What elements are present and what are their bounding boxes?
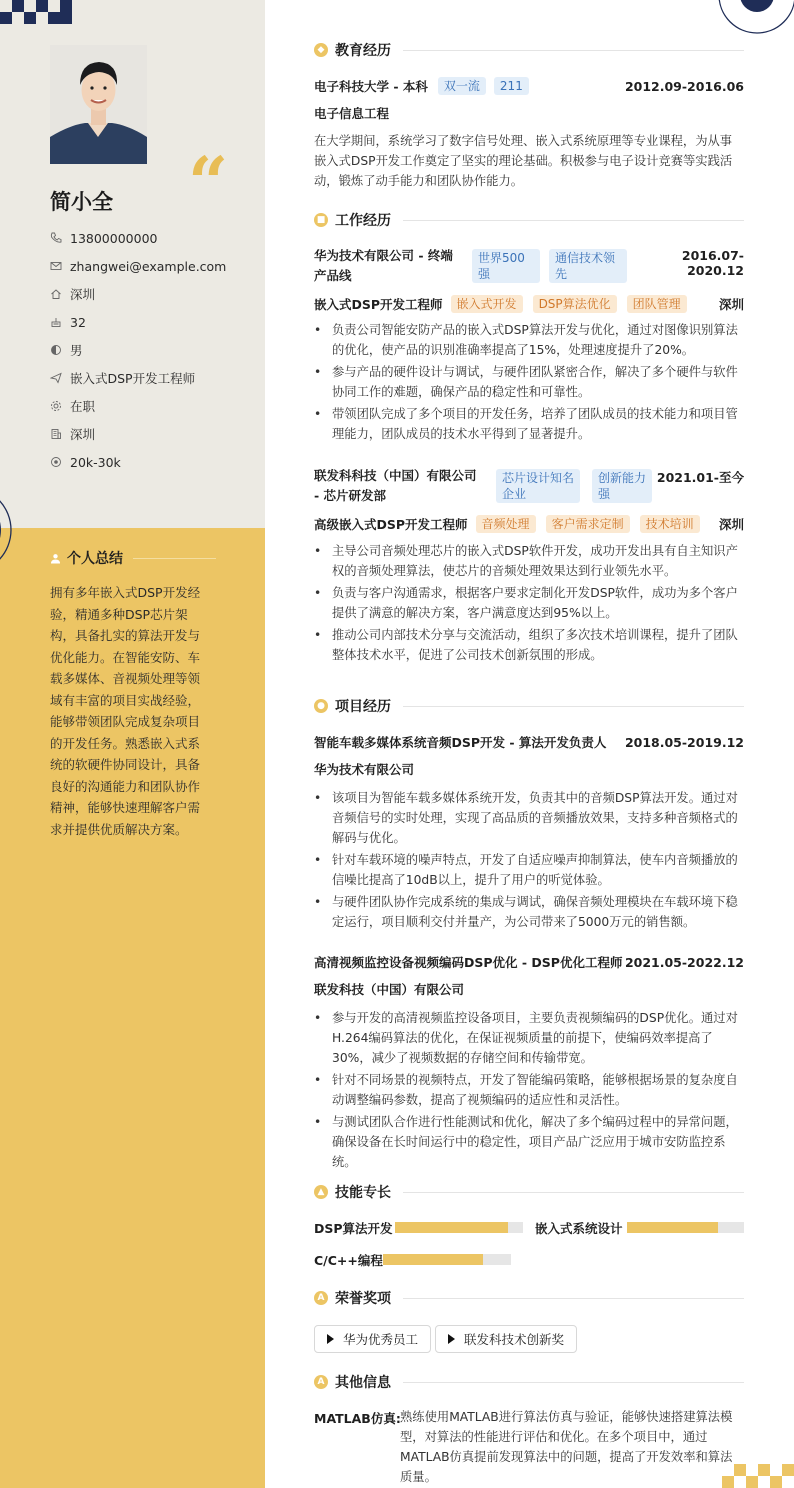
job-position: 嵌入式DSP开发工程师 — [314, 297, 443, 312]
job-tag: 通信技术领先 — [549, 249, 627, 283]
list-item: • 针对不同场景的视频特点，开发了智能编码策略，能够根据场景的复杂度自动调整编码参数，提高了视频编码的适应性和灵活性。 — [314, 1070, 744, 1110]
circle-decoration-left — [0, 486, 44, 574]
info-status-value: 在职 — [70, 399, 96, 414]
job-city: 深圳 — [718, 297, 744, 312]
gender-icon — [50, 344, 62, 356]
project-company: 华为技术有限公司 — [314, 762, 415, 777]
project-date: 2018.05-2019.12 — [624, 734, 744, 750]
section-honors-header — [314, 1288, 744, 1308]
coin-icon — [50, 456, 62, 468]
education-major: 电子信息工程 — [314, 106, 390, 121]
summary-text: 拥有多年嵌入式DSP开发经验，精通多种DSP芯片架构，具备扎实的算法开发与优化能力。在智能安防、车载多媒体、音视频处理等领域有丰富的项目实战经验，能够带领团队完成复杂项目的开发任务。熟悉嵌入式系统的软硬件协同设计，具备良好的沟通能力和团队协作精神，能够快速理解客户需求并提供优质解决方案。 — [50, 585, 201, 837]
project-row — [314, 732, 744, 752]
cake-icon — [50, 316, 62, 328]
section-skills-header — [314, 1182, 744, 1202]
info-email-value: zhangwei@example.com — [70, 258, 227, 274]
job-bullets — [314, 320, 744, 446]
section-education-title: 教育经历 — [335, 43, 391, 59]
education-description: 在大学期间，系统学习了数字信号处理、嵌入式系统原理等专业课程，为从事嵌入式DSP开发工作奠定了坚实的理论基础。积极参与电子设计竞赛等实践活动，锻炼了动手能力和团队协作能力。 — [314, 134, 733, 188]
info-location — [50, 280, 226, 308]
job-company: 联发科科技（中国）有限公司 - 芯片研发部 — [314, 468, 477, 503]
job-skill-tag: 嵌入式开发 — [451, 295, 523, 313]
circle-decoration-top — [718, 0, 794, 38]
phone-icon — [50, 232, 62, 244]
info-phone — [50, 224, 226, 252]
skill-name: DSP算法开发 — [314, 1221, 393, 1236]
list-item: • 参与产品的硬件设计与调试，与硬件团队紧密合作，解决了多个硬件与软件协同工作的难题，确保产品的稳定性和可靠性。 — [314, 362, 744, 402]
info-title — [50, 364, 226, 392]
education-date: 2012.09-2016.06 — [624, 78, 744, 94]
section-work-header — [314, 210, 744, 230]
education-tag: 211 — [494, 77, 529, 95]
info-status — [50, 392, 226, 420]
info-title-value: 嵌入式DSP开发工程师 — [70, 371, 196, 386]
section-other-header — [314, 1372, 744, 1392]
list-item: • 负责与客户沟通需求，根据客户要求定制化开发DSP软件，成功为多个客户提供了满意的解决方案，客户满意度达到95%以上。 — [314, 583, 744, 623]
job-date: 2016.07-2020.12 — [681, 248, 744, 278]
section-divider — [403, 220, 744, 221]
info-icon: A — [314, 1375, 328, 1389]
info-target-city — [50, 420, 226, 448]
info-phone-value: 13800000000 — [70, 230, 158, 246]
job-tag: 芯片设计知名企业 — [496, 469, 580, 503]
checker-decoration — [0, 0, 76, 24]
gear-icon — [50, 400, 62, 412]
project-row — [314, 952, 744, 972]
education-school: 电子科技大学 - 本科 — [314, 79, 428, 94]
info-email — [50, 252, 226, 280]
summary-heading: 个人总结 — [67, 551, 123, 567]
user-icon — [50, 553, 61, 564]
skill-bar — [383, 1254, 511, 1265]
list-item: • 主导公司音频处理芯片的嵌入式DSP软件开发，成功开发出具有自主知识产权的音频处理算法，使芯片的音频处理效果达到行业领先水平。 — [314, 541, 744, 581]
info-gender — [50, 336, 226, 364]
info-gender-value: 男 — [70, 343, 83, 358]
skill-bar-fill — [627, 1222, 718, 1233]
mail-icon — [50, 260, 62, 272]
list-item: • 带领团队完成了多个项目的开发任务，培养了团队成员的技术能力和项目管理能力，团队成员的技术水平得到了显著提升。 — [314, 404, 744, 444]
project-icon: ● — [314, 699, 328, 713]
info-salary-value: 20k-30k — [70, 454, 121, 470]
education-row — [314, 76, 744, 96]
checker-decoration-bottom — [722, 1464, 794, 1488]
candidate-name: 简小全 — [50, 190, 113, 214]
section-other-title: 其他信息 — [335, 1375, 391, 1391]
job-skill-tag: 团队管理 — [627, 295, 687, 313]
education-icon: ◆ — [314, 43, 328, 57]
award-item[interactable] — [435, 1325, 577, 1353]
skill-name: C/C++编程 — [314, 1253, 383, 1268]
play-icon — [327, 1334, 334, 1344]
section-divider — [403, 1192, 744, 1193]
job-date: 2021.01-至今 — [656, 470, 744, 485]
list-item: • 与硬件团队协作完成系统的集成与调试，确保音频处理模块在车载环境下稳定运行，项目顺利交付并量产，为公司带来了5000万元的销售额。 — [314, 892, 744, 932]
section-divider — [403, 1382, 744, 1383]
building-icon — [50, 428, 62, 440]
job-tag: 世界500强 — [472, 249, 540, 283]
job-skill-tag: 技术培训 — [640, 515, 700, 533]
list-item: • 负责公司智能安防产品的嵌入式DSP算法开发与优化，通过对图像识别算法的优化，使产品的识别准确率提高了15%，处理速度提升了20%。 — [314, 320, 744, 360]
award-icon: A — [314, 1291, 328, 1305]
section-projects-title: 项目经历 — [335, 699, 391, 715]
award-item[interactable] — [314, 1325, 431, 1353]
job-company: 华为技术有限公司 - 终端产品线 — [314, 248, 453, 283]
list-item: • 推动公司内部技术分享与交流活动，组织了多次技术培训课程，提升了团队整体技术水平，促进了公司技术创新氛围的形成。 — [314, 625, 744, 665]
skill-bar-fill — [383, 1254, 483, 1265]
info-salary — [50, 448, 226, 476]
skill-bar — [395, 1222, 523, 1233]
section-work-title: 工作经历 — [335, 213, 391, 229]
chart-icon: ▲ — [314, 1185, 328, 1199]
skill-name: 嵌入式系统设计 — [535, 1221, 623, 1236]
play-icon — [448, 1334, 455, 1344]
contact-info-list — [50, 224, 226, 476]
section-divider — [403, 50, 744, 51]
project-name: 高清视频监控设备视频编码DSP优化 - DSP优化工程师 — [314, 955, 623, 970]
list-item: • 与测试团队合作进行性能测试和优化，解决了多个编码过程中的异常问题，确保设备在长时间运行中的稳定性，项目产品广泛应用于城市安防监控系统。 — [314, 1112, 744, 1172]
send-icon — [50, 372, 62, 384]
section-divider — [403, 706, 744, 707]
job-position-row — [314, 294, 744, 314]
job-skill-tag: 音频处理 — [476, 515, 536, 533]
job-tag: 创新能力强 — [592, 469, 652, 503]
section-education-header — [314, 40, 744, 60]
info-age — [50, 308, 226, 336]
info-location-value: 深圳 — [70, 287, 96, 302]
award-label: 联发科技术创新奖 — [464, 1332, 565, 1347]
job-position: 高级嵌入式DSP开发工程师 — [314, 517, 468, 532]
list-item: • 该项目为智能车载多媒体系统开发，负责其中的音频DSP算法开发。通过对音频信号的实时处理，实现了高品质的音频播放效果，支持多种音频格式的解码与优化。 — [314, 788, 744, 848]
skill-bar — [627, 1222, 744, 1233]
home-icon — [50, 288, 62, 300]
quote-mark-decoration: “ — [188, 141, 223, 224]
education-tag: 双一流 — [438, 77, 486, 95]
project-company: 联发科技（中国）有限公司 — [314, 982, 465, 997]
project-bullets — [314, 788, 744, 934]
other-text: 熟练使用MATLAB进行算法仿真与验证，能够快速搭建算法模型，对算法的性能进行评估和优化。在多个项目中，通过MATLAB仿真提前发现算法中的问题，提高了开发效率和算法质量。 — [400, 1410, 733, 1484]
section-projects-header — [314, 696, 744, 716]
project-name: 智能车载多媒体系统音频DSP开发 - 算法开发负责人 — [314, 735, 607, 750]
list-item: • 参与开发的高清视频监控设备项目，主要负责视频编码的DSP优化。通过对H.264编码算法的优化，在保证视频质量的前提下，使编码效率提高了30%，减少了视频数据的存储空间和传输带宽。 — [314, 1008, 744, 1068]
summary-header — [50, 548, 216, 568]
section-skills-title: 技能专长 — [335, 1185, 391, 1201]
list-item: • 针对车载环境的噪声特点，开发了自适应噪声抑制算法，使车内音频播放的信噪比提高了10dB以上，提升了用户的听觉体验。 — [314, 850, 744, 890]
skill-bar-fill — [395, 1222, 508, 1233]
job-city: 深圳 — [718, 517, 744, 532]
project-bullets — [314, 1008, 744, 1174]
info-age-value: 32 — [70, 314, 86, 330]
avatar-photo — [50, 45, 147, 164]
section-divider — [403, 1298, 744, 1299]
job-bullets — [314, 541, 744, 667]
project-date: 2021.05-2022.12 — [624, 954, 744, 970]
job-skill-tag: DSP算法优化 — [533, 295, 617, 313]
job-position-row — [314, 514, 744, 534]
other-label: MATLAB仿真: — [314, 1411, 401, 1426]
summary-divider — [133, 558, 216, 559]
job-skill-tag: 客户需求定制 — [546, 515, 630, 533]
briefcase-icon: ■ — [314, 213, 328, 227]
award-label: 华为优秀员工 — [343, 1332, 419, 1347]
info-target-city-value: 深圳 — [70, 427, 96, 442]
section-honors-title: 荣誉奖项 — [335, 1291, 391, 1307]
